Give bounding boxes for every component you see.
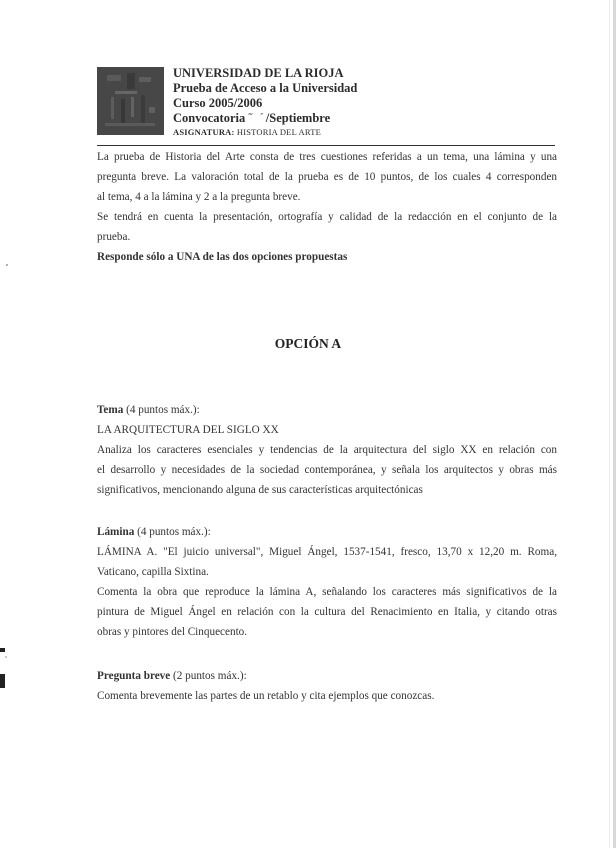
tema-label: Tema: [97, 404, 124, 416]
lamina-line: obras y pintores del Cinquecento.: [97, 626, 248, 638]
pregunta-points: (2 puntos máx.):: [170, 670, 247, 682]
scan-mark: [0, 674, 5, 688]
tema-header: [97, 400, 557, 420]
tema-section: [97, 400, 557, 500]
option-heading: OPCIÓN A: [274, 336, 342, 351]
session-line: [173, 111, 553, 126]
subject-label: ASIGNATURA:: [173, 127, 235, 137]
pregunta-label: Pregunta breve: [97, 670, 171, 682]
tema-points: (4 puntos máx.):: [123, 404, 200, 416]
scan-mark: [0, 648, 5, 652]
session-gap: ˜ ´: [248, 111, 266, 125]
tema-title: LA ARQUITECTURA DEL SIGLO XX: [97, 424, 279, 436]
lamina-label: Lámina: [97, 526, 135, 538]
lamina-line: pintura de Miguel Ángel en relación con la cultura del Renacimiento en Italia, y citando otras: [97, 606, 557, 618]
university-name: UNIVERSIDAD DE LA RIOJA: [173, 66, 344, 80]
session-suffix: /Septiembre: [265, 111, 331, 125]
document-header: [173, 66, 553, 138]
pregunta-header: [97, 666, 557, 686]
lamina-line: Vaticano, capilla Sixtina.: [97, 566, 209, 578]
exam-name: Prueba de Acceso a la Universidad: [173, 81, 358, 95]
university-logo: [97, 67, 164, 135]
scan-speck: [6, 264, 8, 266]
lamina-header: [97, 522, 557, 542]
intro-line: prueba.: [97, 231, 131, 243]
lamina-line: LÁMINA A. "El juicio universal", Miguel Ángel, 1537-1541, fresco, 13,70 x 12,20 m. Roma,: [97, 546, 557, 558]
scan-speck: [5, 656, 7, 658]
pregunta-section: [97, 666, 557, 706]
tema-line: significativos, mencionando alguna de sus características arquitectónicas: [97, 484, 423, 496]
intro-line: pregunta breve. La valoración total de la prueba es de 10 puntos, de los cuales 4 corresponden: [97, 171, 557, 183]
intro-line: La prueba de Historia del Arte consta de tres cuestiones referidas a un tema, una lámina y una: [97, 151, 557, 163]
lamina-section: [97, 522, 557, 642]
course-year: Curso 2005/2006: [173, 96, 263, 110]
subject-line: [173, 126, 553, 138]
tema-line: Analiza los caracteres esenciales y tendencias de la arquitectura del siglo XX en relación con: [97, 444, 557, 456]
tema-line: el desarrollo y necesidades de la sociedad contemporánea, y señala los arquitectos y obras más: [97, 464, 557, 476]
subject-value: HISTORIA DEL ARTE: [236, 127, 321, 137]
session-prefix: Convocatoria: [173, 111, 246, 125]
lamina-points: (4 puntos máx.):: [134, 526, 211, 538]
instruction: Responde sólo a UNA de las dos opciones propuestas: [97, 251, 348, 263]
lamina-line: Comenta la obra que reproduce la lámina A, señalando los caracteres más significativos de la: [97, 586, 557, 598]
scan-edge-line: [609, 0, 610, 848]
intro-line: Se tendrá en cuenta la presentación, ortografía y calidad de la redacción en el conjunto de la: [97, 211, 557, 223]
header-divider: [97, 145, 555, 146]
intro-line: al tema, 4 a la lámina y 2 a la pregunta breve.: [97, 191, 301, 203]
intro-section: [97, 147, 557, 267]
pregunta-line: Comenta brevemente las partes de un retablo y cita ejemplos que conozcas.: [97, 690, 435, 702]
